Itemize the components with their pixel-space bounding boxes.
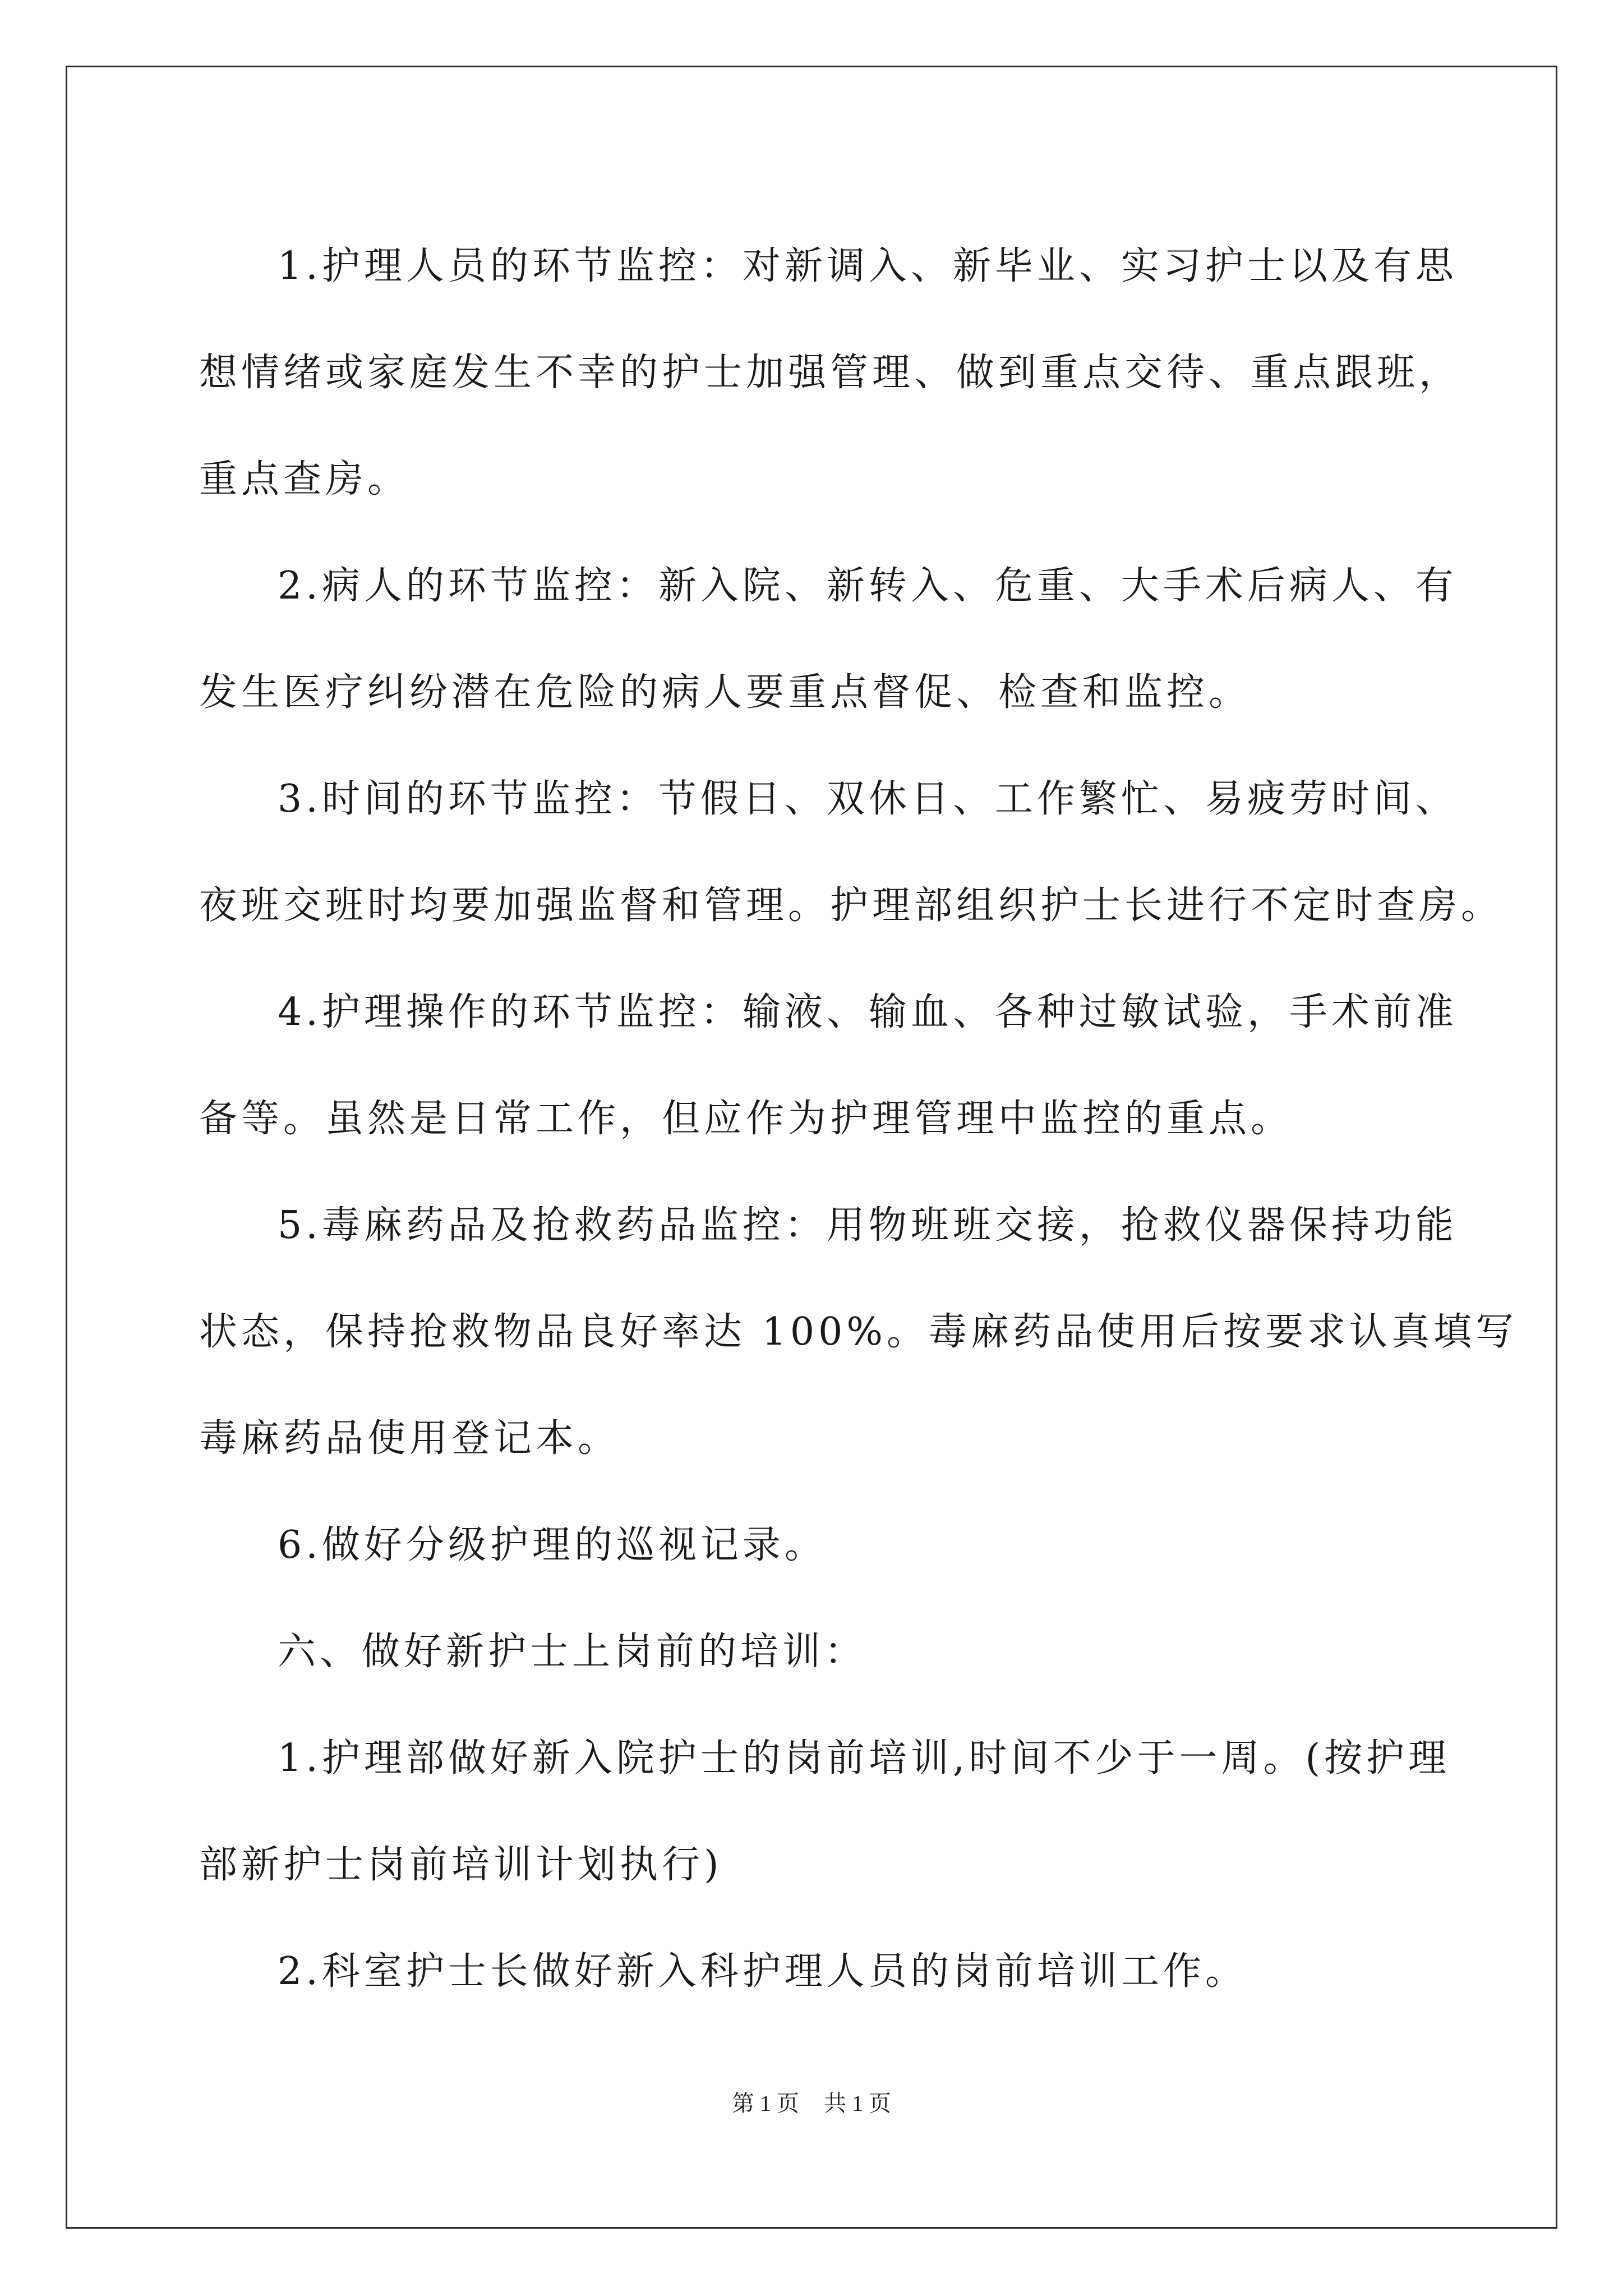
text-line: 部新护士岗前培训计划执行) (199, 1843, 723, 1887)
text-line: 2.科室护士长做好新入科护理人员的岗前培训工作。 (278, 1949, 1247, 1994)
text-line: 发生医疗纠纷潜在危险的病人要重点督促、检查和监控。 (199, 670, 1251, 715)
text-line: 状态，保持抢救物品良好率达 100%。毒麻药品使用后按要求认真填写 (199, 1310, 1518, 1354)
text-line: 2.病人的环节监控：新入院、新转入、危重、大手术后病人、有 (278, 564, 1458, 608)
text-line: 备等。虽然是日常工作，但应作为护理管理中监控的重点。 (199, 1097, 1293, 1141)
text-line: 重点查房。 (199, 457, 410, 501)
text-line: 想情绪或家庭发生不幸的护士加强管理、做到重点交待、重点跟班， (199, 351, 1461, 395)
page-footer (0, 2087, 1623, 2120)
text-line: 1.护理部做好新入院护士的岗前培训,时间不少于一周。(按护理 (278, 1736, 1451, 1780)
text-line: 1.护理人员的环节监控：对新调入、新毕业、实习护士以及有思 (278, 244, 1458, 288)
text-line: 3.时间的环节监控：节假日、双休日、工作繁忙、易疲劳时间、 (278, 777, 1458, 821)
text-line: 6.做好分级护理的巡视记录。 (278, 1523, 827, 1567)
page-number: 第 1 页 (732, 2091, 799, 2116)
page-count: 共 1 页 (824, 2091, 891, 2116)
document-body (199, 213, 1518, 2025)
text-line: 六、做好新护士上岗前的培训： (278, 1630, 867, 1674)
text-line: 夜班交班时均要加强监督和管理。护理部组织护士长进行不定时查房。 (199, 884, 1504, 928)
text-line: 4.护理操作的环节监控：输液、输血、各种过敏试验，手术前准 (278, 990, 1458, 1034)
text-line: 毒麻药品使用登记本。 (199, 1416, 620, 1461)
text-line: 5.毒麻药品及抢救药品监控：用物班班交接，抢救仪器保持功能 (278, 1203, 1458, 1248)
